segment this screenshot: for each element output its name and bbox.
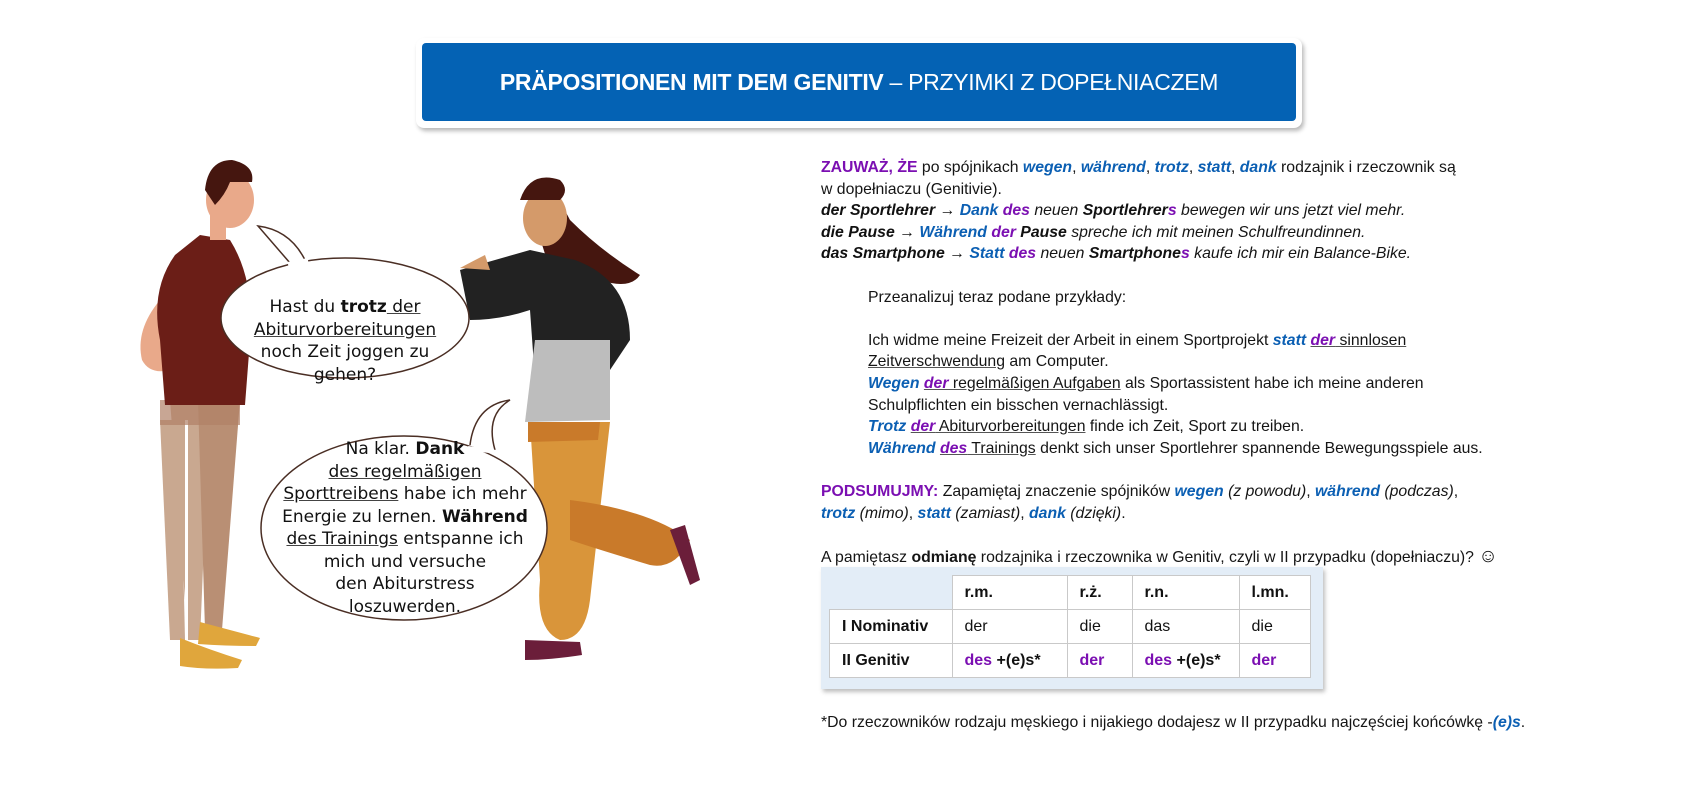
footnote: *Do rzeczowników rodzaju męskiego i nijakiego dodajesz w II przypadku najczęściej końcówkę -(e)s. <box>821 714 1526 731</box>
row-label: I Nominativ <box>830 610 953 644</box>
table-cell: der <box>1067 644 1132 678</box>
table-row <box>830 644 1311 678</box>
intro-paragraph: ZAUWAŻ, ŻE po spójnikach wegen, während, trotz, statt, dank rodzajnik i rzeczownik są w dopełniaczu (Genitivie). <box>821 159 1456 198</box>
summary-label: PODSUMUJMY: <box>821 482 939 500</box>
table-header-cell <box>830 576 953 610</box>
table-cell: die <box>1239 610 1310 644</box>
table-header-cell: r.n. <box>1132 576 1239 610</box>
speech-bubble-question-text: Hast du trotz der Abiturvorbereitungen noch Zeit joggen zu gehen? <box>253 297 437 385</box>
table-cell: des +(e)s* <box>952 644 1067 678</box>
wink-emoji-icon: ☺ <box>1478 545 1498 567</box>
analysis-heading: Przeanalizuj teraz podane przykłady: <box>868 288 1127 306</box>
table-cell: der <box>1239 644 1310 678</box>
example-line: das Smartphone → Statt des neuen Smartphones kaufe ich mir ein Balance-Bike. <box>821 245 1412 263</box>
example-line: die Pause → Während der Pause spreche ich mit meinen Schulfreundinnen. <box>821 223 1366 241</box>
table-cell: das <box>1132 610 1239 644</box>
note-label: ZAUWAŻ, ŻE <box>821 159 918 176</box>
analysis-sentence: Wegen der regelmäßigen Aufgaben als Sportassistent habe ich meine anderen Schulpflichten ein bisschen vernachlässigt. <box>868 374 1424 414</box>
declension-table-box <box>821 567 1323 689</box>
table-cell: die <box>1067 610 1132 644</box>
explanation-column <box>821 157 1681 568</box>
example-line: der Sportlehrer → Dank des neuen Sportlehrers bewegen wir uns jetzt viel mehr. <box>821 202 1406 220</box>
summary-paragraph: PODSUMUJMY: Zapamiętaj znaczenie spójników wegen (z powodu), während (podczas), trotz (mimo), statt (zamiast), dank (dzięki). <box>821 482 1459 522</box>
table-header-row <box>830 576 1311 610</box>
title-banner-frame <box>416 38 1302 128</box>
speech-bubble-answer-text: Na klar. Dank des regelmäßigen Sporttreibens habe ich mehr Energie zu lernen. Während des Trainings entspanne ich mich und versuche den Abiturstress loszuwerden. <box>282 439 528 617</box>
analysis-sentence: Trotz der Abiturvorbereitungen finde ich Zeit, Sport zu treiben. <box>868 418 1305 436</box>
title-german: PRÄPOSITIONEN MIT DEM GENITIV <box>499 68 884 95</box>
title-banner <box>422 43 1296 121</box>
title-polish: – PRZYIMKI Z DOPEŁNIACZEM <box>883 68 1219 95</box>
analysis-sentence: Während des Trainings denkt sich unser Sportlehrer spannende Bewegungsspiele aus. <box>868 439 1483 457</box>
table-header-cell: l.mn. <box>1239 576 1310 610</box>
declension-table <box>829 575 1311 678</box>
row-label: II Genitiv <box>830 644 953 678</box>
table-cell: des +(e)s* <box>1132 644 1239 678</box>
table-header-cell: r.ż. <box>1067 576 1132 610</box>
boy-figure <box>140 160 260 669</box>
question-line: A pamiętasz odmianę rodzajnika i rzeczownika w Genitiv, czyli w II przypadku (dopełniaczu)? ☺ <box>821 545 1498 567</box>
table-cell: der <box>952 610 1067 644</box>
illustration <box>130 160 770 740</box>
table-row <box>830 610 1311 644</box>
table-header-cell: r.m. <box>952 576 1067 610</box>
analysis-sentence: Ich widme meine Freizeit der Arbeit in einem Sportprojekt statt der sinnlosen Zeitverschwendung am Computer. <box>868 331 1407 371</box>
analysis-block <box>868 287 1681 460</box>
